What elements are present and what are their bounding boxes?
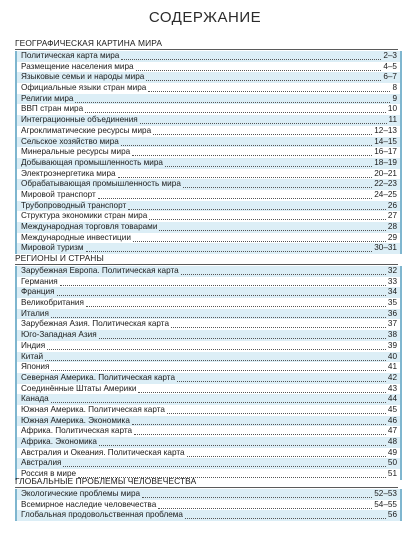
toc-entry-title: Всемирное наследие человечества bbox=[21, 499, 157, 509]
dot-leader bbox=[159, 224, 386, 231]
dot-leader bbox=[51, 396, 386, 403]
toc-entry[interactable] bbox=[17, 233, 400, 244]
toc-entry-page: 10 bbox=[387, 104, 397, 114]
toc-entry-page: 56 bbox=[387, 510, 397, 520]
toc-entry-page: 28 bbox=[387, 222, 397, 231]
toc-entry-title: Германия bbox=[21, 276, 58, 286]
toc-entry-title: Великобритания bbox=[21, 298, 84, 308]
toc-entry[interactable] bbox=[17, 352, 400, 363]
toc-entry-title: Глобальная продовольственная проблема bbox=[21, 510, 183, 520]
toc-entry-page: 32 bbox=[387, 266, 397, 275]
toc-entry[interactable] bbox=[17, 62, 400, 73]
dot-leader bbox=[75, 96, 390, 103]
dot-leader bbox=[148, 85, 390, 92]
toc-entry[interactable] bbox=[17, 458, 400, 469]
dot-leader bbox=[146, 74, 381, 81]
toc-entry-title: Международные инвестиции bbox=[21, 232, 131, 242]
toc-entry-title: ВВП стран мира bbox=[21, 104, 84, 114]
toc-entry[interactable] bbox=[17, 190, 400, 201]
toc-entry-page: 11 bbox=[388, 115, 397, 125]
toc-entry-title: Япония bbox=[21, 362, 50, 372]
toc-entry-page: 49 bbox=[387, 447, 397, 457]
dot-leader bbox=[86, 245, 373, 252]
toc-entry-title: Экологические проблемы мира bbox=[21, 489, 141, 498]
toc-entry-page: 24–25 bbox=[374, 189, 397, 199]
toc-entry[interactable] bbox=[17, 489, 400, 500]
toc-entry-page: 47 bbox=[387, 426, 397, 436]
dot-leader bbox=[142, 491, 372, 498]
toc-entry[interactable] bbox=[17, 330, 400, 341]
toc-entry-title: Международная торговля товарами bbox=[21, 222, 158, 231]
toc-entry-page: 44 bbox=[387, 394, 397, 404]
toc-entry-title: Минеральные ресурсы мира bbox=[21, 147, 131, 157]
toc-entry-title: Китай bbox=[21, 351, 44, 361]
toc-entry-title: Религии мира bbox=[21, 93, 74, 103]
toc-entry-page: 51 bbox=[387, 469, 397, 479]
dot-leader bbox=[177, 375, 386, 382]
toc-entry-title: Зарубежная Европа. Политическая карта bbox=[21, 266, 179, 275]
toc-entry[interactable] bbox=[17, 448, 400, 459]
toc-entry-page: 27 bbox=[387, 211, 397, 221]
section-entries bbox=[15, 489, 402, 521]
dot-leader bbox=[181, 268, 386, 275]
dot-leader bbox=[167, 407, 386, 414]
toc-entry-title: Индия bbox=[21, 340, 46, 350]
toc-entry-page: 22–23 bbox=[374, 179, 397, 189]
toc-entry-page: 14–15 bbox=[374, 136, 397, 146]
dot-leader bbox=[99, 439, 386, 446]
toc-entry-title: Африка. Экономика bbox=[21, 437, 97, 446]
dot-leader bbox=[121, 53, 381, 60]
toc-entry-page: 16–17 bbox=[374, 147, 397, 157]
toc-entry-title: Языковые семьи и народы мира bbox=[21, 72, 145, 82]
toc-entry-page: 50 bbox=[387, 458, 397, 468]
toc-entry-title: Южная Америка. Политическая карта bbox=[21, 404, 165, 414]
toc-entry[interactable] bbox=[17, 277, 400, 288]
toc-entry[interactable] bbox=[17, 104, 400, 115]
toc-entry-page: 20–21 bbox=[374, 168, 397, 178]
toc-entry-title: Трубопроводный транспорт bbox=[21, 200, 127, 210]
toc-entry-title: Мировой туризм bbox=[21, 243, 84, 253]
toc-entry-title: Северная Америка. Политическая карта bbox=[21, 372, 176, 382]
dot-leader bbox=[85, 106, 386, 113]
toc-entry-title: Интеграционные объединения bbox=[21, 115, 138, 125]
dot-leader bbox=[185, 512, 386, 519]
dot-leader bbox=[171, 321, 386, 328]
toc-entry-page: 36 bbox=[387, 308, 397, 318]
section-entries bbox=[15, 51, 402, 254]
toc-entry[interactable] bbox=[17, 500, 400, 511]
toc-entry-page: 26 bbox=[387, 200, 397, 210]
section-heading: ГЕОГРАФИЧЕСКАЯ КАРТИНА МИРА bbox=[15, 38, 398, 50]
toc-entry-title: Австралия и Океания. Политическая карта bbox=[21, 447, 185, 457]
toc-entry[interactable] bbox=[17, 266, 400, 277]
toc-entry-title: Размещение населения мира bbox=[21, 61, 134, 71]
toc-entry[interactable] bbox=[17, 416, 400, 427]
section-entries bbox=[15, 266, 402, 480]
dot-leader bbox=[99, 332, 386, 339]
toc-entry-page: 39 bbox=[387, 340, 397, 350]
dot-leader bbox=[132, 149, 372, 156]
toc-entry-page: 54–55 bbox=[374, 499, 397, 509]
toc-entry-page: 41 bbox=[387, 362, 397, 372]
toc-entry-title: Канада bbox=[21, 394, 49, 404]
dot-leader bbox=[153, 128, 372, 135]
toc-entry[interactable] bbox=[17, 405, 400, 416]
toc-entry-page: 40 bbox=[387, 351, 397, 361]
toc-entry[interactable] bbox=[17, 287, 400, 298]
dot-leader bbox=[134, 428, 386, 435]
dot-leader bbox=[51, 364, 385, 371]
dot-leader bbox=[187, 450, 386, 457]
toc-entry-title: Африка. Политическая карта bbox=[21, 426, 133, 436]
toc-entry-page: 37 bbox=[387, 319, 397, 329]
toc-entry[interactable] bbox=[17, 298, 400, 309]
dot-leader bbox=[158, 502, 372, 509]
dot-leader bbox=[132, 418, 386, 425]
toc-entry-page: 8 bbox=[392, 83, 397, 93]
toc-entry-title: Италия bbox=[21, 308, 49, 318]
toc-entry[interactable] bbox=[17, 126, 400, 137]
section-heading: ГЛОБАЛЬНЫЕ ПРОБЛЕМЫ ЧЕЛОВЕЧЕСТВА bbox=[15, 476, 398, 488]
toc-entry-page: 34 bbox=[387, 287, 397, 297]
dot-leader bbox=[128, 203, 386, 210]
toc-entry[interactable] bbox=[17, 201, 400, 212]
toc-entry[interactable] bbox=[17, 83, 400, 94]
toc-entry[interactable] bbox=[17, 211, 400, 222]
toc-entry[interactable] bbox=[17, 309, 400, 320]
toc-entry-page: 45 bbox=[387, 404, 397, 414]
toc-entry[interactable] bbox=[17, 510, 400, 521]
page-title: СОДЕРЖАНИЕ bbox=[148, 9, 262, 26]
dot-leader bbox=[140, 117, 387, 124]
toc-entry[interactable] bbox=[17, 137, 400, 148]
toc-entry-page: 42 bbox=[387, 372, 397, 382]
toc-entry[interactable] bbox=[17, 437, 400, 448]
dot-leader bbox=[138, 386, 385, 393]
toc-entry[interactable] bbox=[17, 362, 400, 373]
section-heading: РЕГИОНЫ И СТРАНЫ bbox=[15, 253, 398, 265]
toc-entry-title: Электроэнергетика мира bbox=[21, 168, 116, 178]
dot-leader bbox=[98, 192, 372, 199]
dot-leader bbox=[136, 64, 382, 71]
toc-entry[interactable] bbox=[17, 169, 400, 180]
toc-entry[interactable] bbox=[17, 319, 400, 330]
dot-leader bbox=[121, 139, 372, 146]
toc-entry[interactable] bbox=[17, 341, 400, 352]
dot-leader bbox=[51, 311, 386, 318]
toc-entry-title: Соединённые Штаты Америки bbox=[21, 383, 137, 393]
toc-entry[interactable] bbox=[17, 72, 400, 83]
dot-leader bbox=[183, 181, 372, 188]
dot-leader bbox=[86, 300, 386, 307]
toc-entry-page: 2–3 bbox=[383, 51, 397, 60]
toc-entry-title: Агроклиматические ресурсы мира bbox=[21, 125, 152, 135]
toc-entry-title: Франция bbox=[21, 287, 55, 297]
toc-entry-title: Зарубежная Азия. Политическая карта bbox=[21, 319, 170, 329]
dot-leader bbox=[165, 160, 372, 167]
dot-leader bbox=[60, 279, 386, 286]
dot-leader bbox=[47, 343, 386, 350]
dot-leader bbox=[63, 460, 385, 467]
toc-entry-page: 4–5 bbox=[383, 61, 397, 71]
toc-entry-title: Обрабатывающая промышленность мира bbox=[21, 179, 181, 189]
toc-entry[interactable] bbox=[17, 426, 400, 437]
dot-leader bbox=[45, 354, 386, 361]
toc-entry-page: 18–19 bbox=[374, 157, 397, 167]
toc-entry[interactable] bbox=[17, 222, 400, 233]
toc-entry-title: Структура экономики стран мира bbox=[21, 211, 148, 221]
toc-entry[interactable] bbox=[17, 51, 400, 62]
toc-entry[interactable] bbox=[17, 158, 400, 169]
dot-leader bbox=[57, 289, 386, 296]
toc-entry-title: Мировой транспорт bbox=[21, 189, 96, 199]
toc-entry-page: 43 bbox=[387, 383, 397, 393]
toc-entry-title: Россия в мире bbox=[21, 469, 77, 479]
dot-leader bbox=[118, 171, 373, 178]
toc-entry-page: 48 bbox=[387, 437, 397, 446]
toc-entry[interactable] bbox=[17, 384, 400, 395]
toc-entry-page: 9 bbox=[392, 93, 397, 103]
toc-entry-page: 52–53 bbox=[374, 489, 397, 498]
toc-entry[interactable] bbox=[17, 94, 400, 105]
toc-entry-page: 12–13 bbox=[374, 125, 397, 135]
toc-entry-page: 29 bbox=[387, 232, 397, 242]
toc-entry-title: Добывающая промышленность мира bbox=[21, 157, 163, 167]
toc-entry-title: Австралия bbox=[21, 458, 62, 468]
toc-entry-page: 38 bbox=[387, 330, 397, 340]
toc-entry-page: 35 bbox=[387, 298, 397, 308]
dot-leader bbox=[149, 213, 386, 220]
toc-entry[interactable] bbox=[17, 147, 400, 158]
toc-entry-title: Сельское хозяйство мира bbox=[21, 136, 119, 146]
toc-entry-title: Юго-Западная Азия bbox=[21, 330, 97, 340]
toc-entry-page: 30–31 bbox=[374, 243, 397, 253]
toc-entry-title: Южная Америка. Экономика bbox=[21, 415, 130, 425]
toc-entry-page: 46 bbox=[387, 415, 397, 425]
toc-entry-title: Политическая карта мира bbox=[21, 51, 120, 60]
toc-entry[interactable] bbox=[17, 179, 400, 190]
toc-entry-title: Официальные языки стран мира bbox=[21, 83, 147, 93]
toc-entry[interactable] bbox=[17, 394, 400, 405]
dot-leader bbox=[133, 235, 386, 242]
toc-entry[interactable] bbox=[17, 373, 400, 384]
toc-entry-page: 6–7 bbox=[383, 72, 397, 82]
toc-entry[interactable] bbox=[17, 115, 400, 126]
toc-entry-page: 33 bbox=[387, 276, 397, 286]
